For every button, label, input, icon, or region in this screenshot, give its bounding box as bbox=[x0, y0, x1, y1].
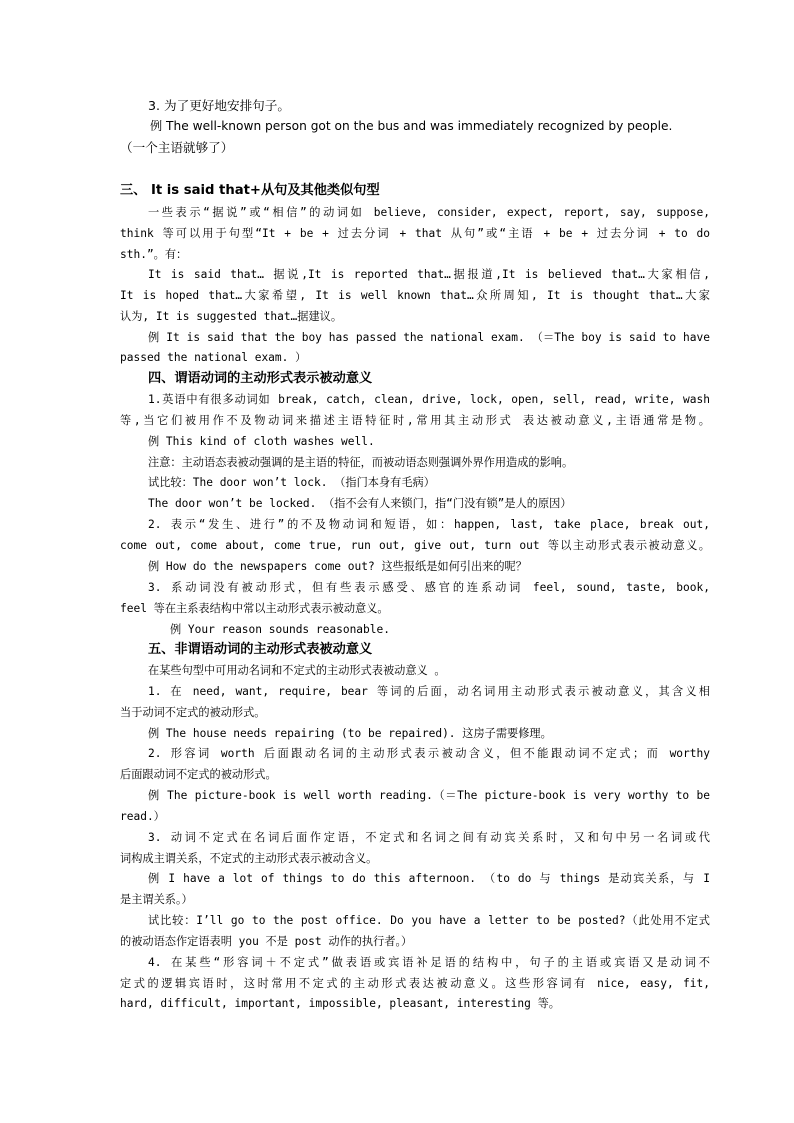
paragraph-line: 词构成主谓关系，不定式的主动形式表示被动含义。 bbox=[120, 852, 378, 865]
paragraph-line: 2. 形容词 worth 后面跟动名词的主动形式表示被动含义，但不能跟动词不定式；而 worthy bbox=[148, 747, 710, 760]
example-line: 例 The house needs repairing (to be repaired). 这房子需要修理。 bbox=[148, 727, 552, 740]
note-line: （一个主语就够了） bbox=[120, 140, 234, 155]
paragraph-line: 1.英语中有很多动词如 break, catch, clean, drive, lock, open, sell, read, write, wash bbox=[148, 393, 710, 406]
paragraph-line: come out, come about, come true, run out, give out, turn out 等以主动形式表示被动意义。 bbox=[120, 539, 710, 552]
compare-line: 试比较：The door won’t lock. （指门本身有毛病） bbox=[148, 476, 435, 489]
paragraph-line: 认为, It is suggested that…据建议。 bbox=[120, 310, 343, 323]
paragraph-line: sth.”。有： bbox=[120, 248, 188, 261]
paragraph-line: feel 等在主系表结构中常以主动形式表示被动意义。 bbox=[120, 602, 389, 615]
paragraph-line: 3. 动词不定式在名词后面作定语，不定式和名词之间有动宾关系时，又和句中另一名词或代 bbox=[148, 831, 710, 844]
compare-line: 的被动语态作定语表明 you 不是 post 动作的执行者。） bbox=[120, 935, 413, 948]
example-line: read.） bbox=[120, 810, 165, 823]
section-title-3: 三、 It is said that+从句及其他类似句型 bbox=[120, 183, 380, 198]
paragraph-line: 4. 在某些“形容词＋不定式”做表语或宾语补足语的结构中，句子的主语或宾语又是动词不 bbox=[148, 956, 710, 969]
paragraph-line: think 等可以用于句型“It + be + 过去分词 + that 从句”或“主语 + be + 过去分词 + to do bbox=[120, 227, 710, 240]
item-heading: 3. 为了更好地安排句子。 bbox=[148, 98, 290, 113]
paragraph-line: 2. 表示“发生、进行”的不及物动词和短语，如：happen, last, take place, break out, bbox=[148, 518, 710, 531]
paragraph-line: hard, difficult, important, impossible, pleasant, interesting 等。 bbox=[120, 997, 560, 1010]
example-line: 例 The well-known person got on the bus and was immediately recognized by people. bbox=[150, 119, 673, 133]
paragraph-line: 定式的逻辑宾语时，这时常用不定式的主动形式表达被动意义。这些形容词有 nice, easy, fit, bbox=[120, 977, 710, 990]
note-line: 注意：主动语态表被动强调的是主语的特征，而被动语态则强调外界作用造成的影响。 bbox=[148, 456, 574, 469]
paragraph-line: 在某些句型中可用动名词和不定式的主动形式表被动意义 。 bbox=[148, 664, 446, 677]
paragraph-line: 后面跟动词不定式的被动形式。 bbox=[120, 768, 277, 781]
example-line: 例 It is said that the boy has passed the national exam. （＝The boy is said to have bbox=[148, 331, 710, 344]
paragraph-line: 等,当它们被用作不及物动词来描述主语特征时,常用其主动形式 表达被动意义,主语通常是物。 bbox=[120, 414, 710, 427]
paragraph-line: 1. 在 need, want, require, bear 等词的后面，动名词用主动形式表示被动意义，其含义相 bbox=[148, 685, 710, 698]
example-line: 是主谓关系。） bbox=[120, 893, 193, 906]
example-line: 例 I have a lot of things to do this afternoon. （to do 与 things 是动宾关系，与 I bbox=[148, 872, 710, 885]
example-line: 例 This kind of cloth washes well. bbox=[148, 435, 375, 448]
paragraph-line: 当于动词不定式的被动形式。 bbox=[120, 706, 266, 719]
section-title-5: 五、非谓语动词的主动形式表被动意义 bbox=[148, 642, 373, 657]
paragraph-line: 3. 系动词没有被动形式，但有些表示感受、感官的连系动词 feel, sound, taste, book, bbox=[148, 581, 710, 594]
section-title-4: 四、谓语动词的主动形式表示被动意义 bbox=[148, 371, 373, 386]
compare-line: The door won’t be locked. （指不会有人来锁门，指“门没有锁”是人的原因） bbox=[148, 497, 572, 510]
example-line: passed the national exam. ） bbox=[120, 351, 307, 364]
paragraph-line: It is hoped that…大家希望, It is well known that…众所周知, It is thought that…大家 bbox=[120, 289, 710, 302]
paragraph-line: It is said that… 据说,It is reported that…据报道,It is believed that…大家相信, bbox=[148, 268, 710, 281]
compare-line: 试比较：I’ll go to the post office. Do you have a letter to be posted?（此处用不定式 bbox=[148, 914, 710, 927]
example-line: 例 The picture-book is well worth reading.（＝The picture-book is very worthy to be bbox=[148, 789, 710, 802]
paragraph-line: 一些表示“据说”或“相信”的动词如 believe, consider, expect, report, say, suppose, bbox=[148, 206, 710, 219]
example-line: 例 How do the newspapers come out? 这些报纸是如何引出来的呢？ bbox=[148, 560, 527, 573]
example-line: 例 Your reason sounds reasonable. bbox=[170, 623, 390, 636]
